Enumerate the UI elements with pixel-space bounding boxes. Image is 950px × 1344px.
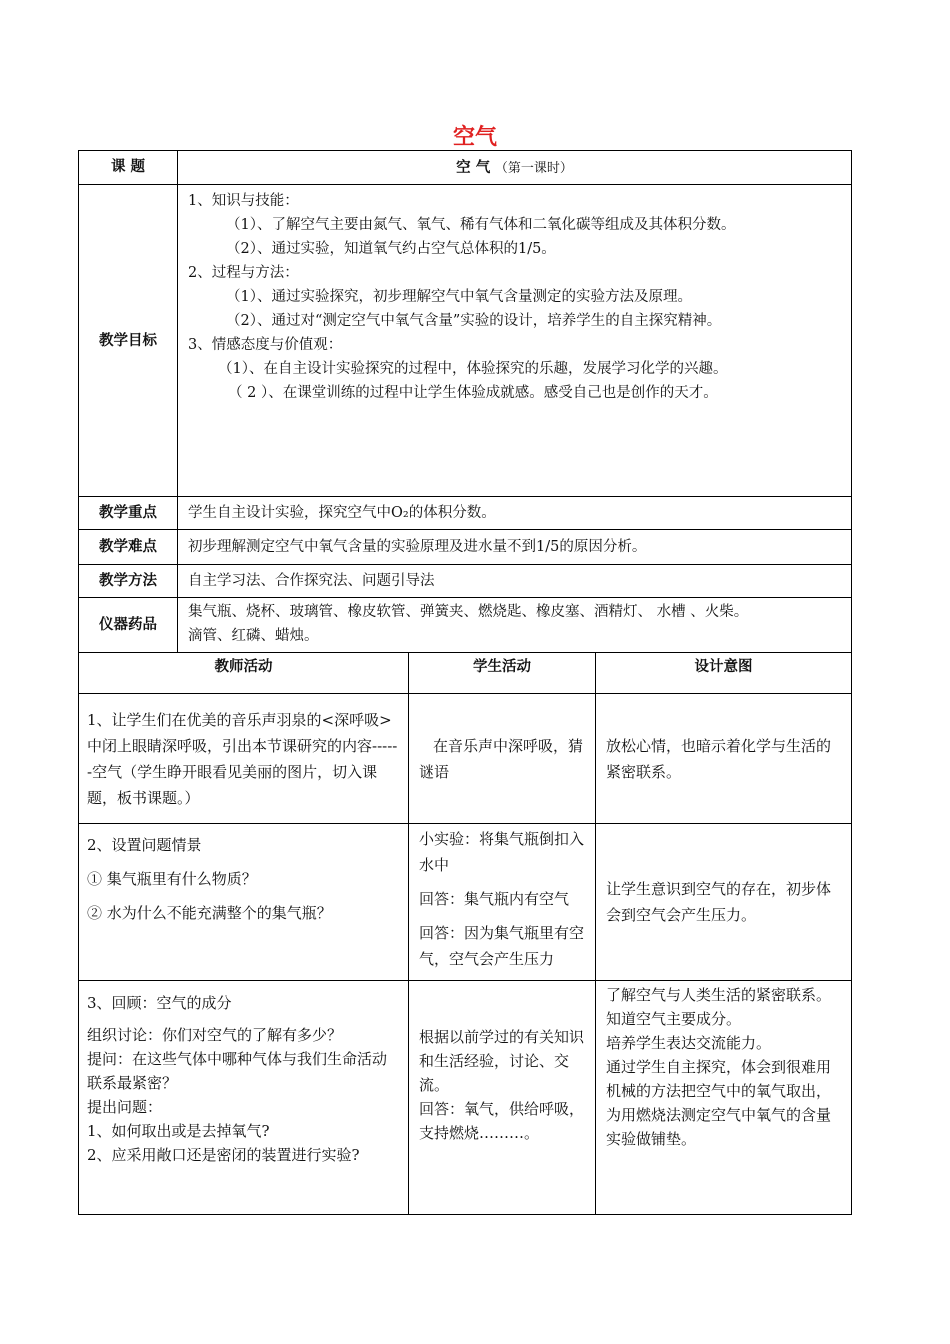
activity-table	[78, 652, 852, 1215]
goal-line: （2）、通过对“测定空气中氧气含量”实验的设计，培养学生的自主探究精神。	[226, 313, 722, 329]
goal-line: （1）、在自主设计实验探究的过程中，体验探究的乐趣，发展学习化学的兴趣。	[218, 361, 728, 377]
topic-label: 课 题	[79, 151, 178, 185]
row2-student-line: 小实验：将集气瓶倒扣入水中	[419, 830, 585, 874]
row3-intent	[596, 981, 852, 1215]
row3-student-line: 根据以前学过的有关知识和生活经验，讨论、交流。	[419, 1028, 585, 1094]
row2-intent: 让学生意识到空气的存在，初步体会到空气会产生压力。	[596, 824, 852, 981]
header-student: 学生活动	[409, 653, 596, 694]
row2-student-line: 回答：集气瓶内有空气	[419, 890, 570, 908]
goal-line: （1）、了解空气主要由氮气、氧气、稀有气体和二氧化碳等组成及其体积分数。	[226, 217, 736, 233]
key-point-label: 教学重点	[79, 497, 178, 530]
goal-line: （ 2 ）、在课堂训练的过程中让学生体验成就感。感受自己也是创作的天才。	[228, 385, 718, 401]
row3-teacher-line: 1、如何取出或是去掉氧气?	[87, 1122, 270, 1140]
equipment-line: 集气瓶、烧杯、玻璃管、橡皮软管、弹簧夹、燃烧匙、橡皮塞、酒精灯、 水槽 、火柴。	[188, 604, 749, 620]
topic-note: （第一课时）	[494, 161, 573, 176]
difficulty-value: 初步理解测定空气中氧气含量的实验原理及进水量不到1/5的原因分析。	[178, 530, 852, 565]
row3-intent-line: 知道空气主要成分。	[606, 1010, 742, 1028]
row3-teacher	[79, 981, 409, 1215]
equipment-label: 仪器药品	[79, 598, 178, 653]
row1-student: 在音乐声中深呼吸，猜谜语	[409, 694, 596, 824]
row3-teacher-line: 组织讨论：你们对空气的了解有多少？	[87, 1026, 343, 1044]
equipment-line: 滴管、红磷、蜡烛。	[188, 628, 319, 644]
row1-intent: 放松心情，也暗示着化学与生活的紧密联系。	[596, 694, 852, 824]
header-intent: 设计意图	[596, 653, 852, 694]
row3-teacher-line: 2、应采用敞口还是密闭的装置进行实验?	[87, 1146, 360, 1164]
document-title: 空气	[452, 125, 497, 150]
row3-teacher-line: 提问：在这些气体中哪种气体与我们生命活动联系最紧密？	[87, 1050, 388, 1092]
row1-teacher: 1、让学生们在优美的音乐声羽泉的<深呼吸>中闭上眼睛深呼吸，引出本节课研究的内容------空气（学生睁开眼看见美丽的图片，切入课题，板书课题。）	[79, 694, 409, 824]
row3-student	[409, 981, 596, 1215]
difficulty-label: 教学难点	[79, 530, 178, 565]
goal-line: 3、情感态度与价值观：	[188, 337, 343, 353]
overview-table	[78, 150, 852, 653]
row3-teacher-line: 提出问题：	[87, 1098, 163, 1116]
key-point-value: 学生自主设计实验，探究空气中O₂的体积分数。	[178, 497, 852, 530]
row2-teacher-line: 2、设置问题情景	[87, 836, 202, 854]
row2-teacher-line: ① 集气瓶里有什么物质？	[87, 870, 257, 888]
goals-label: 教学目标	[79, 185, 178, 497]
goal-line: 1、知识与技能：	[188, 193, 299, 209]
row2-teacher	[79, 824, 409, 981]
method-value: 自主学习法、合作探究法、问题引导法	[178, 565, 852, 598]
row3-teacher-line: 3、回顾：空气的成分	[87, 994, 232, 1012]
method-label: 教学方法	[79, 565, 178, 598]
goal-line: （1）、通过实验探究，初步理解空气中氧气含量测定的实验方法及原理。	[226, 289, 692, 305]
row3-intent-line: 培养学生表达交流能力。	[606, 1034, 772, 1052]
topic-cell	[178, 151, 852, 185]
equipment-cell	[178, 598, 852, 653]
goal-line: （2）、通过实验，知道氧气约占空气总体积的1/5。	[226, 241, 556, 257]
header-teacher: 教师活动	[79, 653, 409, 694]
row2-teacher-line: ② 水为什么不能充满整个的集气瓶？	[87, 904, 332, 922]
row2-student-line: 回答：因为集气瓶里有空气，空气会产生压力	[419, 924, 585, 968]
row3-intent-line: 通过学生自主探究，体会到很难用机械的方法把空气中的氧气取出，为用燃烧法测定空气中氧气的含量实验做铺垫。	[606, 1058, 832, 1148]
goals-cell	[178, 185, 852, 497]
row3-student-line: 回答：氧气，供给呼吸，支持燃烧………。	[419, 1100, 585, 1142]
topic-value: 空 气	[456, 160, 491, 176]
row2-student	[409, 824, 596, 981]
lesson-plan	[78, 150, 852, 1215]
row3-intent-line: 了解空气与人类生活的紧密联系。	[606, 986, 832, 1004]
goal-line: 2、过程与方法：	[188, 265, 299, 281]
